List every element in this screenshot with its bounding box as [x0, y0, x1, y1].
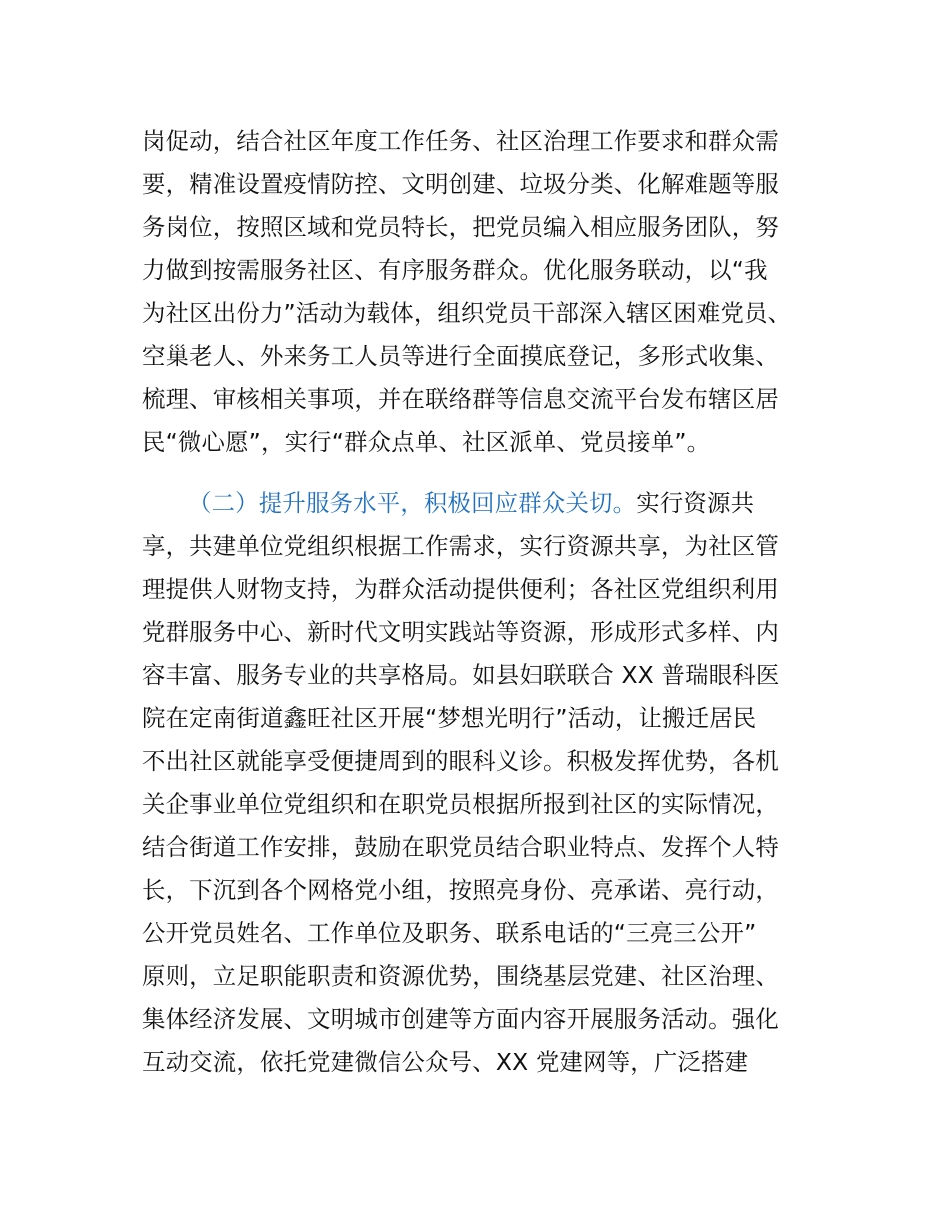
paragraph-1-line: 空巢老人、外来务工人员等进行全面摸底登记，多形式收集、	[142, 342, 779, 370]
paragraph-2-line: 公开党员姓名、工作单位及职务、联系电话的“三亮三公开”	[142, 919, 757, 947]
paragraph-2-line: 结合街道工作安排，鼓励在职党员结合职业特点、发挥个人特	[142, 833, 779, 861]
paragraph-1-line: 要，精准设置疫情防控、文明创建、垃圾分类、化解难题等服	[142, 170, 779, 198]
paragraph-2-first-line	[188, 482, 828, 525]
paragraph-2-line: 享，共建单位党组织根据工作需求，实行资源共享，为社区管	[142, 532, 779, 560]
paragraph-2-line: 院在定南街道鑫旺社区开展“梦想光明行”活动，让搬迁居民	[142, 704, 757, 732]
paragraph-1-line: 梳理、审核相关事项，并在联络群等信息交流平台发布辖区居	[142, 385, 779, 413]
paragraph-2-line: 关企事业单位党组织和在职党员根据所报到社区的实际情况，	[142, 790, 779, 818]
paragraph-2-line: 互动交流，依托党建微信公众号、XX 党建网等，广泛搭建	[142, 1048, 749, 1076]
paragraph-2-first-line-text: 实行资源共	[636, 489, 755, 517]
paragraph-1-line: 务岗位，按照区域和党员特长，把党员编入相应服务团队，努	[142, 213, 779, 241]
paragraph-2-line: 不出社区就能享受便捷周到的眼科义诊。积极发挥优势，各机	[142, 747, 779, 775]
paragraph-2-line: 党群服务中心、新时代文明实践站等资源，形成形式多样、内	[142, 618, 779, 646]
paragraph-1-line: 力做到按需服务社区、有序服务群众。优化服务联动，以“我	[142, 256, 768, 284]
paragraph-2-line: 长，下沉到各个网格党小组，按照亮身份、亮承诺、亮行动，	[142, 876, 779, 904]
paragraph-2-line: 容丰富、服务专业的共享格局。如县妇联联合 XX 普瑞眼科医	[142, 661, 780, 689]
paragraph-2-line: 理提供人财物支持，为群众活动提供便利；各社区党组织利用	[142, 575, 779, 603]
paragraph-2-line: 原则，立足职能职责和资源优势，围绕基层党建、社区治理、	[142, 962, 779, 990]
paragraph-1-line: 为社区出份力”活动为载体，组织党员干部深入辖区困难党员、	[142, 299, 792, 327]
section-heading: （二）提升服务水平，积极回应群众关切。	[188, 489, 637, 517]
paragraph-1-line: 岗促动，结合社区年度工作任务、社区治理工作要求和群众需	[142, 127, 779, 155]
paragraph-1-line: 民“微心愿”，实行“群众点单、社区派单、党员接单”。	[142, 428, 711, 456]
paragraph-2-line: 集体经济发展、文明城市创建等方面内容开展服务活动。强化	[142, 1005, 779, 1033]
